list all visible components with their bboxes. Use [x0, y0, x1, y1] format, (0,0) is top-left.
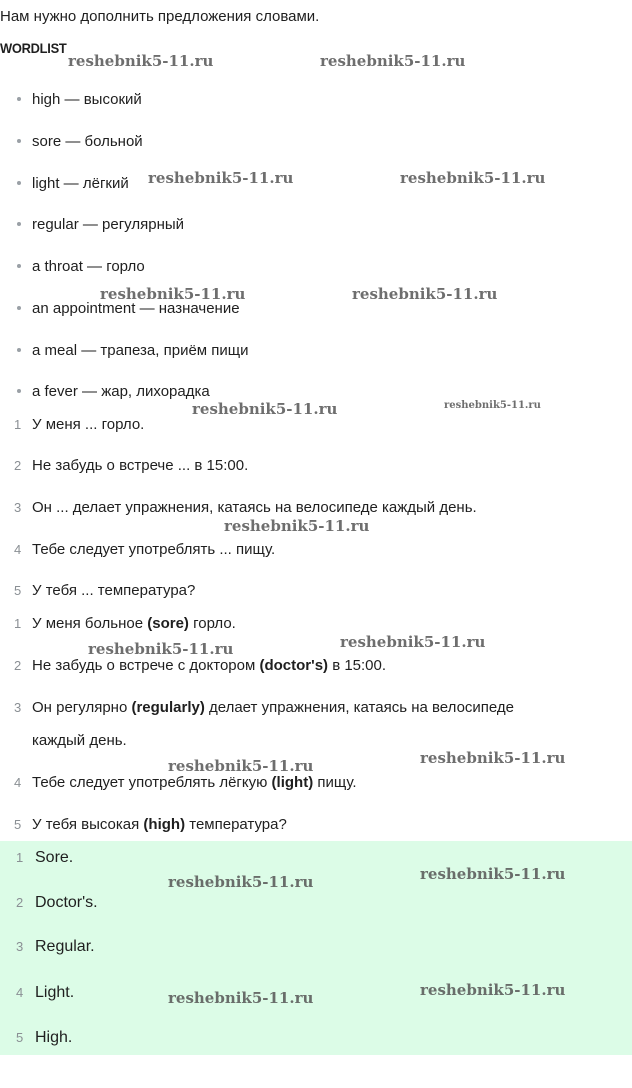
bullet-icon [17, 139, 21, 143]
completed-item-continuation: каждый день. [32, 732, 127, 749]
watermark: reshebnik5-11.ru [100, 285, 246, 303]
bullet-icon [17, 264, 21, 268]
wordlist-item: a throat — горло [17, 258, 145, 275]
watermark: reshebnik5-11.ru [68, 52, 214, 70]
wordlist-title: WORDLIST [0, 40, 67, 56]
completed-item: 4 Тебе следует употреблять лёгкую (light) пищу. [14, 774, 357, 791]
watermark: reshebnik5-11.ru [444, 400, 541, 411]
watermark: reshebnik5-11.ru [352, 285, 498, 303]
sentence-item: 5 У тебя ... температура? [14, 582, 196, 599]
watermark: reshebnik5-11.ru [320, 52, 466, 70]
sentence-item: 4 Тебе следует употреблять ... пищу. [14, 541, 276, 558]
completed-item: 5 У тебя высокая (high) температура? [14, 816, 287, 833]
watermark: reshebnik5-11.ru [88, 640, 234, 658]
answer-item: 5 High. [16, 1029, 73, 1046]
bullet-icon [17, 348, 21, 352]
watermark: reshebnik5-11.ru [168, 989, 314, 1007]
intro-text: Нам нужно дополнить предложения словами. [0, 8, 320, 25]
wordlist-item: a fever — жар, лихорадка [17, 383, 210, 400]
completed-item: 2 Не забудь о встрече с доктором (doctor's) в 15:00. [14, 657, 387, 674]
watermark: reshebnik5-11.ru [420, 981, 566, 999]
answer-item: 2 Doctor's. [16, 894, 98, 911]
bullet-icon [17, 181, 21, 185]
bullet-icon [17, 222, 21, 226]
wordlist-item: a meal — трапеза, приём пищи [17, 342, 249, 359]
answer-item: 4 Light. [16, 984, 75, 1001]
watermark: reshebnik5-11.ru [340, 633, 486, 651]
sentence-item: 2 Не забудь о встрече ... в 15:00. [14, 457, 249, 474]
answer-item: 3 Regular. [16, 938, 95, 955]
watermark: reshebnik5-11.ru [168, 757, 314, 775]
watermark: reshebnik5-11.ru [420, 749, 566, 767]
watermark: reshebnik5-11.ru [420, 865, 566, 883]
watermark: reshebnik5-11.ru [400, 169, 546, 187]
watermark: reshebnik5-11.ru [192, 400, 338, 418]
answer-item: 1 Sore. [16, 849, 74, 866]
wordlist-item: regular — регулярный [17, 216, 184, 233]
sentence-item: 1 У меня ... горло. [14, 416, 145, 433]
watermark: reshebnik5-11.ru [148, 169, 294, 187]
wordlist-item: an appointment — назначение [17, 300, 240, 317]
sentence-item: 3 Он ... делает упражнения, катаясь на велосипеде каждый день. [14, 499, 477, 516]
watermark: reshebnik5-11.ru [224, 517, 370, 535]
completed-item: 1 У меня больное (sore) горло. [14, 615, 236, 632]
bullet-icon [17, 306, 21, 310]
wordlist-item: sore — больной [17, 133, 143, 150]
wordlist-item: light — лёгкий [17, 175, 129, 192]
wordlist-item: high — высокий [17, 91, 142, 108]
bullet-icon [17, 97, 21, 101]
bullet-icon [17, 389, 21, 393]
watermark: reshebnik5-11.ru [168, 873, 314, 891]
completed-item: 3 Он регулярно (regularly) делает упражнения, катаясь на велосипеде [14, 699, 515, 716]
